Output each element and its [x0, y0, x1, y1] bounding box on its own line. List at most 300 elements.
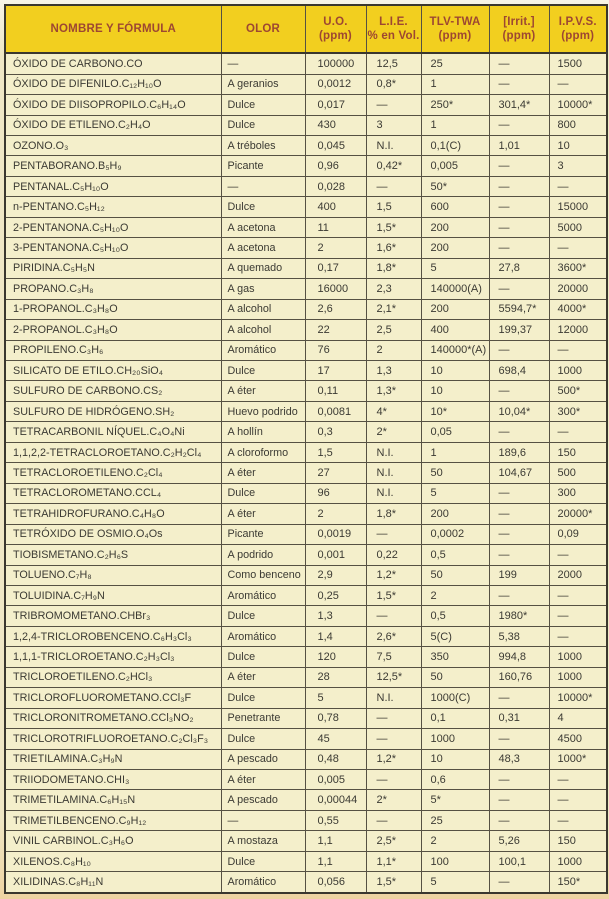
ipvs-cell: 2000: [549, 565, 607, 585]
olor-cell: —: [221, 53, 305, 74]
ipvs-cell: —: [549, 74, 607, 94]
uo-cell: 400: [305, 197, 366, 217]
table-row: [5, 156, 607, 176]
table-row: [5, 95, 607, 115]
uo-cell: 0,25: [305, 585, 366, 605]
olor-cell: A acetona: [221, 238, 305, 258]
tlv-twa-cell: 0,1(C): [421, 135, 489, 155]
irrit-cell: —: [489, 790, 549, 810]
irrit-cell: —: [489, 688, 549, 708]
tlv-twa-cell: 0,6: [421, 770, 489, 790]
tlv-twa-cell: 200: [421, 217, 489, 237]
uo-cell: 1,1: [305, 831, 366, 851]
lie-cell: 2,1*: [366, 299, 421, 319]
uo-cell: 0,028: [305, 176, 366, 196]
uo-cell: 0,0019: [305, 524, 366, 544]
irrit-cell: 199: [489, 565, 549, 585]
nombre-formula-cell: n-PENTANO.C₅H₁₂: [5, 197, 221, 217]
uo-cell: 1,3: [305, 606, 366, 626]
lie-cell: 1,5: [366, 197, 421, 217]
lie-cell: 0,42*: [366, 156, 421, 176]
lie-cell: 2,5*: [366, 831, 421, 851]
lie-cell: 1,5*: [366, 872, 421, 893]
irrit-cell: —: [489, 729, 549, 749]
table-row: [5, 299, 607, 319]
table-row: [5, 115, 607, 135]
uo-cell: 0,55: [305, 810, 366, 830]
ipvs-cell: —: [549, 790, 607, 810]
lie-cell: 1,1*: [366, 851, 421, 871]
olor-cell: A hollín: [221, 422, 305, 442]
lie-cell: 2,6*: [366, 626, 421, 646]
tlv-twa-cell: 140000*(A): [421, 340, 489, 360]
uo-cell: 0,0012: [305, 74, 366, 94]
irrit-cell: 160,76: [489, 667, 549, 687]
irrit-cell: 1980*: [489, 606, 549, 626]
lie-cell: 0,8*: [366, 74, 421, 94]
lie-cell: 1,8*: [366, 258, 421, 278]
table-row: [5, 53, 607, 74]
col-header-lie: [366, 5, 421, 53]
nombre-formula-cell: TOLUENO.C₇H₈: [5, 565, 221, 585]
nombre-formula-cell: 1,1,1-TRICLOROETANO.C₂H₃Cl₃: [5, 647, 221, 667]
ipvs-cell: 500*: [549, 381, 607, 401]
tlv-twa-cell: 0,5: [421, 545, 489, 565]
table-row: [5, 135, 607, 155]
nombre-formula-cell: VINIL CARBINOL.C₃H₆O: [5, 831, 221, 851]
nombre-formula-cell: 3-PENTANONA.C₅H₁₀O: [5, 238, 221, 258]
lie-cell: —: [366, 524, 421, 544]
ipvs-cell: —: [549, 810, 607, 830]
tlv-twa-cell: 25: [421, 53, 489, 74]
ipvs-cell: 1000: [549, 647, 607, 667]
irrit-cell: 10,04*: [489, 401, 549, 421]
tlv-twa-cell: 140000(A): [421, 279, 489, 299]
irrit-cell: —: [489, 176, 549, 196]
irrit-cell: —: [489, 279, 549, 299]
nombre-formula-cell: TIOBISMETANO.C₂H₆S: [5, 545, 221, 565]
lie-cell: 4*: [366, 401, 421, 421]
uo-cell: 1,1: [305, 851, 366, 871]
table-row: [5, 176, 607, 196]
uo-cell: 0,0081: [305, 401, 366, 421]
uo-cell: 0,96: [305, 156, 366, 176]
olor-cell: Dulce: [221, 688, 305, 708]
tlv-twa-cell: 50: [421, 565, 489, 585]
ipvs-cell: 500: [549, 463, 607, 483]
nombre-formula-cell: SILICATO DE ETILO.CH₂₀SiO₄: [5, 360, 221, 380]
lie-cell: N.I.: [366, 442, 421, 462]
nombre-formula-cell: PENTABORANO.B₅H₉: [5, 156, 221, 176]
uo-cell: 16000: [305, 279, 366, 299]
uo-cell: 0,005: [305, 770, 366, 790]
nombre-formula-cell: PIRIDINA.C₅H₅N: [5, 258, 221, 278]
table-row: [5, 279, 607, 299]
header-sublabel: % en Vol.: [367, 30, 420, 42]
irrit-cell: —: [489, 872, 549, 893]
olor-cell: Dulce: [221, 95, 305, 115]
olor-cell: Dulce: [221, 647, 305, 667]
nombre-formula-cell: SULFURO DE HIDRÓGENO.SH₂: [5, 401, 221, 421]
uo-cell: 0,78: [305, 708, 366, 728]
tlv-twa-cell: 2: [421, 831, 489, 851]
uo-cell: 11: [305, 217, 366, 237]
uo-cell: 76: [305, 340, 366, 360]
ipvs-cell: 150: [549, 442, 607, 462]
olor-cell: A éter: [221, 463, 305, 483]
irrit-cell: —: [489, 238, 549, 258]
nombre-formula-cell: 1,2,4-TRICLOROBENCENO.C₆H₃Cl₃: [5, 626, 221, 646]
table-row: [5, 401, 607, 421]
ipvs-cell: 300*: [549, 401, 607, 421]
tlv-twa-cell: 400: [421, 320, 489, 340]
olor-cell: A geranios: [221, 74, 305, 94]
olor-cell: A gas: [221, 279, 305, 299]
table-body: [5, 53, 607, 893]
tlv-twa-cell: 250*: [421, 95, 489, 115]
tlv-twa-cell: 25: [421, 810, 489, 830]
uo-cell: 0,001: [305, 545, 366, 565]
tlv-twa-cell: 200: [421, 238, 489, 258]
nombre-formula-cell: 2-PENTANONA.C₅H₁₀O: [5, 217, 221, 237]
olor-cell: Dulce: [221, 851, 305, 871]
ipvs-cell: —: [549, 238, 607, 258]
irrit-cell: 5,26: [489, 831, 549, 851]
header-row: [5, 5, 607, 53]
table-row: [5, 381, 607, 401]
olor-cell: Dulce: [221, 606, 305, 626]
table-row: [5, 320, 607, 340]
olor-cell: A éter: [221, 504, 305, 524]
uo-cell: 2: [305, 504, 366, 524]
lie-cell: N.I.: [366, 483, 421, 503]
nombre-formula-cell: PENTANAL.C₅H₁₀O: [5, 176, 221, 196]
irrit-cell: 994,8: [489, 647, 549, 667]
uo-cell: 0,045: [305, 135, 366, 155]
tlv-twa-cell: 10: [421, 381, 489, 401]
irrit-cell: —: [489, 197, 549, 217]
irrit-cell: 104,67: [489, 463, 549, 483]
tlv-twa-cell: 350: [421, 647, 489, 667]
lie-cell: 12,5: [366, 53, 421, 74]
ipvs-cell: 1500: [549, 53, 607, 74]
lie-cell: —: [366, 770, 421, 790]
nombre-formula-cell: ÓXIDO DE DIFENILO.C₁₂H₁₀O: [5, 74, 221, 94]
table-header: [5, 5, 607, 53]
nombre-formula-cell: PROPILENO.C₃H₆: [5, 340, 221, 360]
olor-cell: A podrido: [221, 545, 305, 565]
col-header-nombre-formula: [5, 5, 221, 53]
ipvs-cell: 4500: [549, 729, 607, 749]
olor-cell: A éter: [221, 667, 305, 687]
irrit-cell: 189,6: [489, 442, 549, 462]
header-label: U.O.: [323, 16, 348, 28]
uo-cell: 0,3: [305, 422, 366, 442]
nombre-formula-cell: TRIETILAMINA.C₃H₉N: [5, 749, 221, 769]
lie-cell: 1,8*: [366, 504, 421, 524]
lie-cell: N.I.: [366, 135, 421, 155]
ipvs-cell: 150*: [549, 872, 607, 893]
irrit-cell: —: [489, 115, 549, 135]
ipvs-cell: 4000*: [549, 299, 607, 319]
irrit-cell: —: [489, 524, 549, 544]
lie-cell: 1,6*: [366, 238, 421, 258]
irrit-cell: —: [489, 504, 549, 524]
irrit-cell: 698,4: [489, 360, 549, 380]
irrit-cell: —: [489, 585, 549, 605]
tlv-twa-cell: 50*: [421, 176, 489, 196]
lie-cell: 2*: [366, 790, 421, 810]
ipvs-cell: 15000: [549, 197, 607, 217]
irrit-cell: 27,8: [489, 258, 549, 278]
nombre-formula-cell: TRICLOROETILENO.C₂HCl₃: [5, 667, 221, 687]
tlv-twa-cell: 0,0002: [421, 524, 489, 544]
ipvs-cell: 1000*: [549, 749, 607, 769]
nombre-formula-cell: XILENOS.C₈H₁₀: [5, 851, 221, 871]
ipvs-cell: 4: [549, 708, 607, 728]
ipvs-cell: 1000: [549, 851, 607, 871]
table-row: [5, 851, 607, 871]
uo-cell: 2: [305, 238, 366, 258]
table-row: [5, 647, 607, 667]
lie-cell: 2,3: [366, 279, 421, 299]
table-row: [5, 442, 607, 462]
lie-cell: —: [366, 708, 421, 728]
nombre-formula-cell: TRICLOROTRIFLUOROETANO.C₂Cl₃F₃: [5, 729, 221, 749]
uo-cell: 22: [305, 320, 366, 340]
olor-cell: —: [221, 176, 305, 196]
olor-cell: Aromático: [221, 340, 305, 360]
table-row: [5, 872, 607, 893]
irrit-cell: —: [489, 810, 549, 830]
olor-cell: A quemado: [221, 258, 305, 278]
uo-cell: 0,00044: [305, 790, 366, 810]
nombre-formula-cell: ÓXIDO DE DIISOPROPILO.C₆H₁₄O: [5, 95, 221, 115]
olor-cell: A mostaza: [221, 831, 305, 851]
tlv-twa-cell: 200: [421, 299, 489, 319]
tlv-twa-cell: 200: [421, 504, 489, 524]
ipvs-cell: 10000*: [549, 95, 607, 115]
header-sublabel: (ppm): [319, 30, 352, 42]
olor-cell: A alcohol: [221, 320, 305, 340]
tlv-twa-cell: 2: [421, 585, 489, 605]
nombre-formula-cell: TOLUIDINA.C₇H₉N: [5, 585, 221, 605]
lie-cell: —: [366, 810, 421, 830]
table-row: [5, 217, 607, 237]
olor-cell: Dulce: [221, 729, 305, 749]
table-row: [5, 606, 607, 626]
ipvs-cell: 10000*: [549, 688, 607, 708]
tlv-twa-cell: 1: [421, 115, 489, 135]
uo-cell: 45: [305, 729, 366, 749]
irrit-cell: —: [489, 770, 549, 790]
ipvs-cell: 20000*: [549, 504, 607, 524]
olor-cell: A éter: [221, 770, 305, 790]
uo-cell: 27: [305, 463, 366, 483]
table-row: [5, 626, 607, 646]
olor-cell: —: [221, 810, 305, 830]
table-row: [5, 729, 607, 749]
olor-cell: Aromático: [221, 585, 305, 605]
ipvs-cell: —: [549, 545, 607, 565]
ipvs-cell: 10: [549, 135, 607, 155]
table-row: [5, 831, 607, 851]
header-sublabel: (ppm): [502, 30, 536, 42]
table-row: [5, 749, 607, 769]
tlv-twa-cell: 10*: [421, 401, 489, 421]
col-header-tlv-twa: [421, 5, 489, 53]
nombre-formula-cell: TETRACLOROMETANO.CCL₄: [5, 483, 221, 503]
ipvs-cell: —: [549, 340, 607, 360]
uo-cell: 0,11: [305, 381, 366, 401]
irrit-cell: 5594,7*: [489, 299, 549, 319]
tlv-twa-cell: 1: [421, 442, 489, 462]
lie-cell: N.I.: [366, 688, 421, 708]
ipvs-cell: 12000: [549, 320, 607, 340]
uo-cell: 1,4: [305, 626, 366, 646]
tlv-twa-cell: 50: [421, 463, 489, 483]
col-header-uo: [305, 5, 366, 53]
lie-cell: —: [366, 729, 421, 749]
ipvs-cell: 150: [549, 831, 607, 851]
lie-cell: 3: [366, 115, 421, 135]
table-row: [5, 790, 607, 810]
ipvs-cell: —: [549, 585, 607, 605]
lie-cell: 12,5*: [366, 667, 421, 687]
olor-cell: Aromático: [221, 626, 305, 646]
uo-cell: 120: [305, 647, 366, 667]
col-header-olor: [221, 5, 305, 53]
nombre-formula-cell: TRIBROMOMETANO.CHBr₃: [5, 606, 221, 626]
lie-cell: —: [366, 606, 421, 626]
tlv-twa-cell: 1000: [421, 729, 489, 749]
lie-cell: 2*: [366, 422, 421, 442]
olor-cell: Dulce: [221, 197, 305, 217]
nombre-formula-cell: 1-PROPANOL.C₃H₈O: [5, 299, 221, 319]
nombre-formula-cell: TETRÓXIDO DE OSMIO.O₄Os: [5, 524, 221, 544]
nombre-formula-cell: TRICLORONITROMETANO.CCl₃NO₂: [5, 708, 221, 728]
irrit-cell: 5,38: [489, 626, 549, 646]
tlv-twa-cell: 1: [421, 74, 489, 94]
olor-cell: Aromático: [221, 872, 305, 893]
uo-cell: 2,6: [305, 299, 366, 319]
lie-cell: 1,5*: [366, 217, 421, 237]
nombre-formula-cell: XILIDINAS.C₈H₁₁N: [5, 872, 221, 893]
nombre-formula-cell: TRIIODOMETANO.CHI₃: [5, 770, 221, 790]
olor-cell: Dulce: [221, 360, 305, 380]
table-row: [5, 708, 607, 728]
col-header-ipvs: [549, 5, 607, 53]
uo-cell: 1,5: [305, 442, 366, 462]
ipvs-cell: —: [549, 626, 607, 646]
header-label: I.P.V.S.: [558, 16, 597, 28]
tlv-twa-cell: 100: [421, 851, 489, 871]
header-sublabel: (ppm): [561, 30, 595, 42]
olor-cell: A alcohol: [221, 299, 305, 319]
olor-cell: A acetona: [221, 217, 305, 237]
olor-cell: Picante: [221, 524, 305, 544]
uo-cell: 430: [305, 115, 366, 135]
tlv-twa-cell: 5*: [421, 790, 489, 810]
irrit-cell: —: [489, 422, 549, 442]
olor-cell: Huevo podrido: [221, 401, 305, 421]
lie-cell: —: [366, 176, 421, 196]
table-row: [5, 524, 607, 544]
tlv-twa-cell: 10: [421, 749, 489, 769]
irrit-cell: —: [489, 74, 549, 94]
nombre-formula-cell: ÓXIDO DE CARBONO.CO: [5, 53, 221, 74]
nombre-formula-cell: TETRACARBONIL NÍQUEL.C₄O₄Ni: [5, 422, 221, 442]
chemical-properties-table: [4, 4, 608, 894]
table-row: [5, 238, 607, 258]
nombre-formula-cell: 2-PROPANOL.C₃H₈O: [5, 320, 221, 340]
nombre-formula-cell: TETRACLOROETILENO.C₂Cl₄: [5, 463, 221, 483]
tlv-twa-cell: 50: [421, 667, 489, 687]
header-label: [Irrit.]: [503, 16, 535, 28]
uo-cell: 2,9: [305, 565, 366, 585]
irrit-cell: —: [489, 340, 549, 360]
table-row: [5, 545, 607, 565]
irrit-cell: —: [489, 381, 549, 401]
tlv-twa-cell: 1000(C): [421, 688, 489, 708]
ipvs-cell: 1000: [549, 360, 607, 380]
table-row: [5, 197, 607, 217]
tlv-twa-cell: 5(C): [421, 626, 489, 646]
col-header-irrit: [489, 5, 549, 53]
irrit-cell: 48,3: [489, 749, 549, 769]
table-row: [5, 258, 607, 278]
lie-cell: 1,2*: [366, 565, 421, 585]
table-row: [5, 422, 607, 442]
nombre-formula-cell: OZONO.O₃: [5, 135, 221, 155]
nombre-formula-cell: ÓXIDO DE ETILENO.C₂H₄O: [5, 115, 221, 135]
table-row: [5, 585, 607, 605]
olor-cell: A tréboles: [221, 135, 305, 155]
uo-cell: 0,017: [305, 95, 366, 115]
irrit-cell: 100,1: [489, 851, 549, 871]
uo-cell: 0,48: [305, 749, 366, 769]
olor-cell: Dulce: [221, 483, 305, 503]
uo-cell: 0,056: [305, 872, 366, 893]
ipvs-cell: 0,09: [549, 524, 607, 544]
lie-cell: 2,5: [366, 320, 421, 340]
olor-cell: A éter: [221, 381, 305, 401]
olor-cell: Picante: [221, 156, 305, 176]
tlv-twa-cell: 0,05: [421, 422, 489, 442]
irrit-cell: —: [489, 483, 549, 503]
lie-cell: 0,22: [366, 545, 421, 565]
nombre-formula-cell: SULFURO DE CARBONO.CS₂: [5, 381, 221, 401]
ipvs-cell: 5000: [549, 217, 607, 237]
ipvs-cell: —: [549, 770, 607, 790]
header-sublabel: (ppm): [438, 30, 472, 42]
header-label: OLOR: [245, 23, 281, 35]
lie-cell: 1,2*: [366, 749, 421, 769]
irrit-cell: —: [489, 545, 549, 565]
nombre-formula-cell: TRICLOROFLUOROMETANO.CCl₃F: [5, 688, 221, 708]
lie-cell: —: [366, 95, 421, 115]
irrit-cell: 199,37: [489, 320, 549, 340]
ipvs-cell: 300: [549, 483, 607, 503]
nombre-formula-cell: TRIMETILAMINA.C₆H₁₅N: [5, 790, 221, 810]
uo-cell: 5: [305, 688, 366, 708]
table-row: [5, 504, 607, 524]
tlv-twa-cell: 0,1: [421, 708, 489, 728]
table-row: [5, 770, 607, 790]
table-row: [5, 810, 607, 830]
irrit-cell: —: [489, 217, 549, 237]
lie-cell: 1,3: [366, 360, 421, 380]
